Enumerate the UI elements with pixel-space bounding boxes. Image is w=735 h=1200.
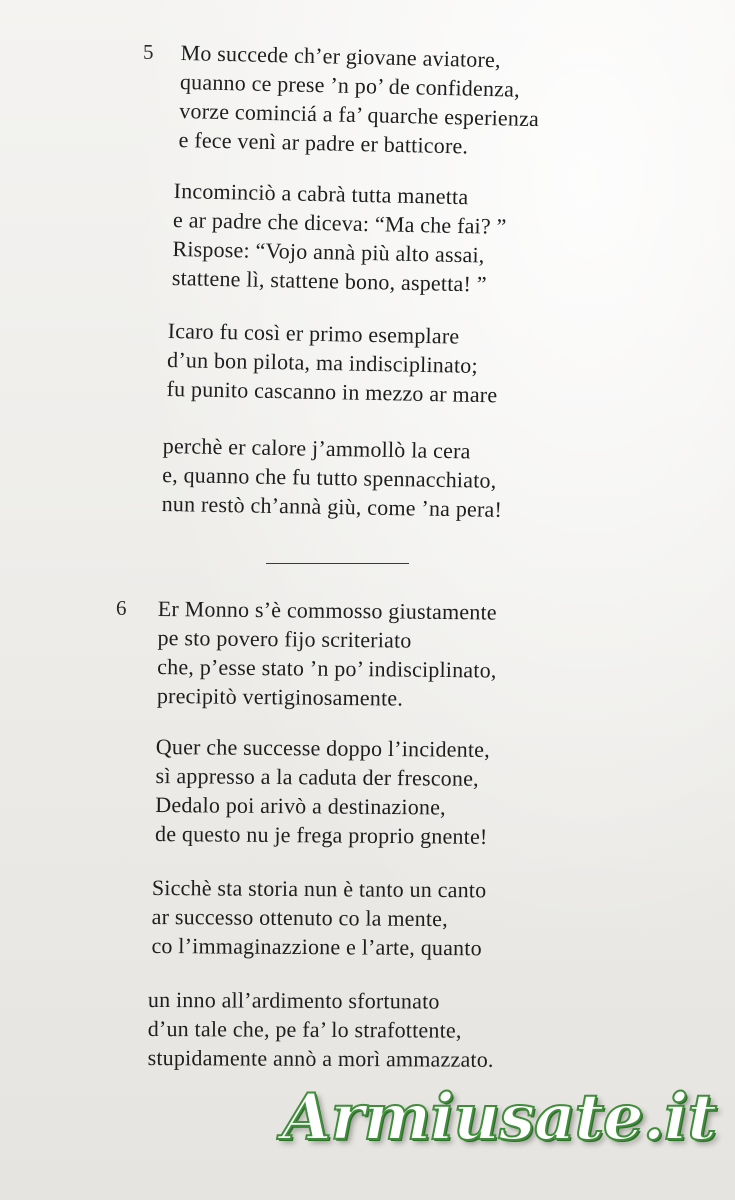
verse-line: co l’immaginazzione e l’arte, quanto (151, 932, 482, 961)
verse-line: sì appresso a la caduta der frescone, (155, 762, 479, 791)
verse-line: d’un tale che, pe fa’ lo strafottente, (147, 1015, 462, 1043)
verse-line: Quer che successe doppo l’incidente, (155, 733, 491, 762)
verse-line: che, p’esse stato ’n po’ indisciplinato, (157, 653, 497, 683)
watermark-logo: Armiusate.it (282, 1080, 716, 1155)
stanza (161, 431, 503, 524)
verse-line: quanno ce prese ’n po’ de confidenza, (179, 68, 521, 102)
stanza (178, 38, 540, 162)
verse-line: d’un bon pilota, ma indisciplinato; (166, 346, 479, 378)
stanza (166, 316, 498, 409)
stanza (172, 176, 508, 299)
verse-line: Er Monno s’è commosso giustamente (157, 595, 497, 625)
verse-line: vorze cominciá a fa’ quarche esperienza (179, 97, 540, 132)
verse-line: stupidamente annò a morì ammazzato. (147, 1044, 494, 1072)
verse-line: e, quanno che fu tutto spennacchiato, (162, 461, 497, 493)
verse-line: de questo nu je frega proprio gnente! (155, 820, 488, 849)
stanza (151, 873, 486, 962)
verse-line: fu punito cascanno in mezzo ar mare (166, 375, 498, 408)
verse-line: Icaro fu così er primo esemplare (167, 317, 460, 349)
stanza (155, 732, 490, 851)
section-number: 5 (143, 40, 154, 64)
verse-line: perchè er calore j’ammollò la cera (162, 432, 471, 464)
verse-line: Sicchè sta storia nun è tanto un canto (151, 874, 487, 903)
verse-line: stattene lì, stattene bono, aspetta! ” (171, 264, 487, 297)
verse-line: Mo succede ch’er giovane aviatore, (180, 39, 502, 73)
verse-line: nun restò ch’annà giù, come ’na pera! (161, 490, 503, 522)
stanza (148, 985, 494, 1074)
verse-line: ar successo ottenuto co la mente, (151, 903, 448, 932)
section-divider (266, 563, 409, 564)
verse-line: Rispose: “Vojo annà più alto assai, (172, 235, 485, 268)
verse-line: e ar padre che diceva: “Ma che fai? ” (172, 206, 507, 239)
verse-line: un inno all’ardimento sfortunato (147, 987, 440, 1014)
verse-line: Dedalo poi arivò a destinazione, (155, 791, 446, 820)
verse-line: Incominciò a cabrà tutta manetta (173, 177, 469, 210)
stanza (157, 594, 498, 714)
verse-line: pe sto povero fijo scriteriato (157, 624, 412, 653)
verse-line: e fece venì ar padre er batticore. (178, 126, 469, 159)
section-number: 6 (116, 596, 127, 620)
verse-line: precipitò vertiginosamente. (156, 682, 404, 711)
